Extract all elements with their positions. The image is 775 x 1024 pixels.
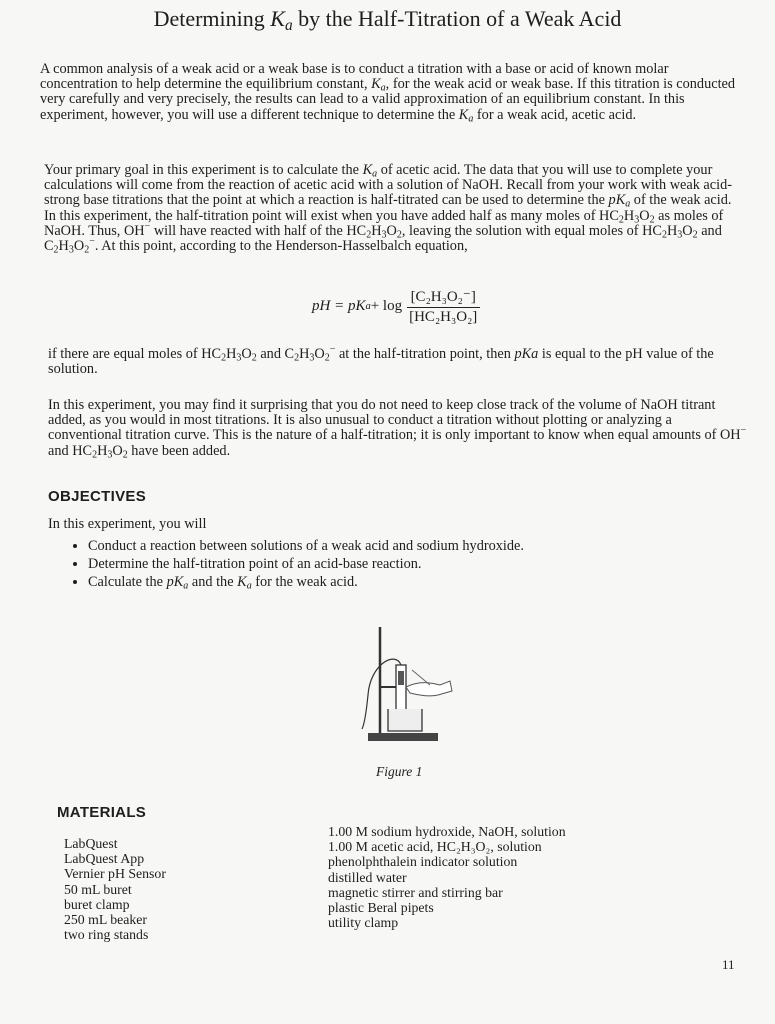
objectives-intro: In this experiment, you will [48,516,207,532]
materials-heading: MATERIALS [57,804,147,821]
material-item: 1.00 M acetic acid, HC₂H₃O₂, solution [328,839,542,855]
material-item: LabQuest App [64,851,145,867]
equation-fraction [405,287,481,326]
objective-item: • Conduct a reaction between solutions of a weak acid and sodium hydroxide. [88,537,524,555]
figure-caption: Figure 1 [376,764,423,779]
objectives-list [70,537,524,591]
material-item: Vernier pH Sensor [64,866,166,882]
material-item: phenolphthalein indicator solution [328,854,518,870]
after-equation-paragraph: if there are equal moles of $HC_2H_3O_2$ and $C_2H_3O_2^-$ at the half-titration point, then pKa is equal to the pH value of the solution. [48,344,714,378]
material-item: 50 mL buret [64,881,132,897]
objective-item: • Calculate the $pK_a$ and the $K_a$ for the weak acid. [88,573,524,591]
material-item: 1.00 M sodium hydroxide, NaOH, solution [328,824,566,839]
material-item: 250 mL beaker [64,912,148,928]
objective-item: • Determine the half-titration point of an acid-base reaction. [88,555,524,573]
beaker [388,709,422,731]
intro-paragraph-1: A common analysis of a weak acid or a weak base is to conduct a titration with a base or acid of known molar concentration to help determine the equilibrium constant, $K_a$, for the weak acid or weak base. If this titration is conducted very carefully and very precisely, the results can lead to a valid approximation of an equilibrium constant. In this experiment, however, you will use a different technique to determine the $K_a$ for a weak acid, acetic acid. [40,61,736,125]
material-item: plastic Beral pipets [328,900,434,916]
materials-list-right [328,824,566,930]
material-item: utility clamp [328,915,399,931]
page-number: 11 [722,957,735,972]
material-item: buret clamp [64,896,130,912]
ring-stand-base [368,733,438,741]
page-title: Determining $K_a$ by the Half-Titration of a Weak Acid [153,6,622,34]
titration-setup-illustration [340,625,470,750]
equation-denominator: [HC₂H₃O₂] [409,309,478,325]
material-item: two ring stands [64,927,149,943]
henderson-hasselbalch-equation: pH = pK a + log $\frac{\text{[C₂H₃O₂⁻]}}{\text{[HC₂H₃O₂]}}$ [312,287,481,326]
material-item: distilled water [328,869,407,885]
ph-sensor-label [398,671,404,685]
half-titration-paragraph: In this experiment, you may find it surprising that you do not need to keep close track of the volume of NaOH titrant added, as you would in most titrations. It is also unusual to conduct a titration without plotting or analyzing a conventional titration curve. This is the nature of a half-titration; it is only important to know when equal amounts of OH− and $HC_2H_3O_2$ have been added. [48,397,747,461]
hand-holding-pipet [406,681,452,696]
material-item: magnetic stirrer and stirring bar [328,884,503,900]
objectives-heading: OBJECTIVES [48,488,147,505]
material-item: LabQuest [64,836,118,851]
materials-list-left [64,836,166,942]
intro-paragraph-2: Your primary goal in this experiment is to calculate the $K_a$ of acetic acid. The data that you will use to complete your calculations will come from the reaction of acetic acid with a solution of NaOH. Recall from your work with weak acid-strong base titrations that the point at which a reaction is half-titrated can be used to determine the $pK_a$ of the weak acid. In this experiment, the half-titration point will exist when you have added half as many moles of $HC_2H_3O_2$ as moles of NaOH. Thus, OH− will have reacted with half of the $HC_2H_3O_2$, leaving the solution with equal moles of $HC_2H_3O_2$ and $C_2H_3O_2^-$. At this point, according to the Henderson-Hasselbalch equation, [44,162,733,256]
equation-numerator: [C₂H₃O₂⁻] [407,287,480,308]
